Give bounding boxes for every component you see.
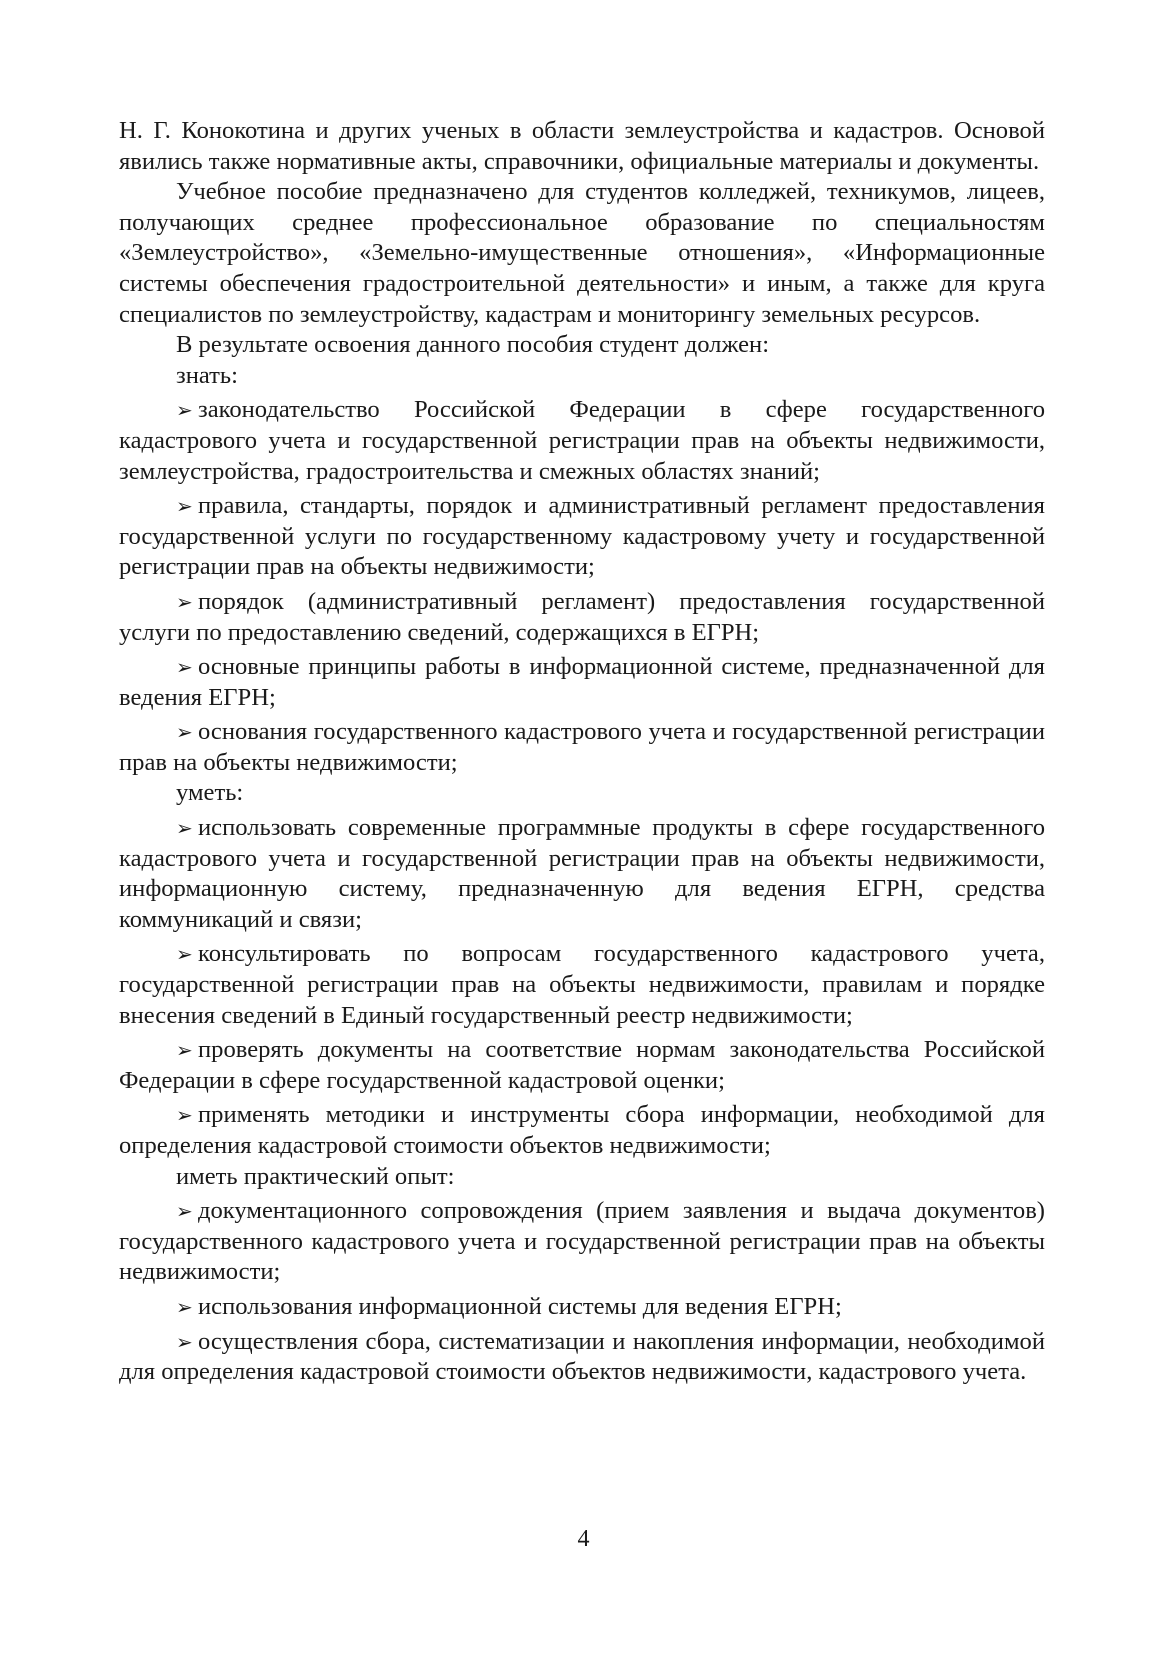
- list-item: [119, 648, 1045, 713]
- section-label-know: знать:: [176, 361, 238, 389]
- list-item: [119, 1031, 1045, 1096]
- arrow-bullet-icon: ➢: [176, 398, 193, 423]
- arrow-bullet-icon: ➢: [176, 942, 193, 967]
- list-item-text: проверять документы на соответствие нормам законодательства Российской Федерации в сфере государственной кадастровой оценки;: [119, 1036, 1045, 1094]
- list-item: [119, 713, 1045, 778]
- list-item-text: использовать современные программные продукты в сфере государственного кадастрового учета и государственной регистрации прав на объекты недвижимости, информационную систему, предназначенную для ведения ЕГРН, средства коммуникаций и связи;: [119, 814, 1045, 933]
- section-label-able: уметь:: [176, 779, 244, 807]
- arrow-bullet-icon: ➢: [176, 720, 193, 745]
- list-item: [119, 487, 1045, 583]
- list-item-text: порядок (административный регламент) предоставления государственной услуги по предоставлению сведений, содержащихся в ЕГРН;: [119, 587, 1045, 646]
- list-item-text: основания государственного кадастрового учета и государственной регистрации прав на объекты недвижимости;: [119, 718, 1045, 776]
- list-item-text: законодательство Российской Федерации в сфере государственного кадастрового учета и государственной регистрации прав на объекты недвижимости, землеустройства, градостроительства и смежных областях знаний;: [119, 396, 1045, 485]
- arrow-bullet-icon: ➢: [176, 1038, 193, 1063]
- list-item-text: правила, стандарты, порядок и административный регламент предоставления государственной услуги по государственному кадастровому учету и государственной регистрации прав на объекты недвижимости;: [119, 492, 1045, 581]
- paragraph-outcomes: В результате освоения данного пособия студент должен:: [176, 331, 770, 359]
- body-text: [119, 116, 1045, 1388]
- arrow-bullet-icon: ➢: [176, 1294, 193, 1319]
- list-item: [119, 809, 1045, 935]
- paragraph-intro-continuation: Н. Г. Конокотина и других ученых в области землеустройства и кадастров. Основой явились также нормативные акты, справочники, официальные материалы и документы.: [119, 117, 1045, 175]
- list-item-text: применять методики и инструменты сбора информации, необходимой для определения кадастровой стоимости объектов недвижимости;: [119, 1101, 1045, 1159]
- list-item: [119, 935, 1045, 1031]
- list-item: [119, 1288, 1045, 1323]
- arrow-bullet-icon: ➢: [176, 1103, 193, 1128]
- arrow-bullet-icon: ➢: [176, 816, 193, 841]
- arrow-bullet-icon: ➢: [176, 589, 193, 614]
- arrow-bullet-icon: ➢: [176, 1199, 193, 1224]
- list-item: [119, 1192, 1045, 1288]
- paragraph-audience: Учебное пособие предназначено для студентов колледжей, техникумов, лицеев, получающих среднее профессиональное образование по специальностям «Землеустройство», «Земельно-имущественные отношения», «Информационные системы обеспечения градостроительной деятельности» и иным, а также для круга специалистов по землеустройству, кадастрам и мониторингу земельных ресурсов.: [119, 178, 1045, 328]
- section-label-experience: иметь практический опыт:: [176, 1162, 455, 1190]
- list-item-text: осуществления сбора, систематизации и накопления информации, необходимой для определения кадастровой стоимости объектов недвижимости, кадастрового учета.: [119, 1327, 1045, 1386]
- list-item-text: консультировать по вопросам государственного кадастрового учета, государственной регистрации прав на объекты недвижимости, правилам и порядке внесения сведений в Единый государственный реестр недвижимости;: [119, 940, 1045, 1029]
- arrow-bullet-icon: ➢: [176, 1329, 193, 1354]
- list-item-text: документационного сопровождения (прием заявления и выдача документов) государственного кадастрового учета и государственной регистрации прав на объекты недвижимости;: [119, 1197, 1045, 1286]
- list-item: [119, 391, 1045, 487]
- arrow-bullet-icon: ➢: [176, 655, 193, 680]
- list-item-text: основные принципы работы в информационной системе, предназначенной для ведения ЕГРН;: [119, 653, 1045, 711]
- arrow-bullet-icon: ➢: [176, 494, 193, 519]
- list-item: [119, 1323, 1045, 1388]
- list-item: [119, 1096, 1045, 1161]
- list-item: [119, 583, 1045, 648]
- page-number: 4: [577, 1526, 590, 1552]
- list-item-text: использования информационной системы для ведения ЕГРН;: [198, 1292, 842, 1320]
